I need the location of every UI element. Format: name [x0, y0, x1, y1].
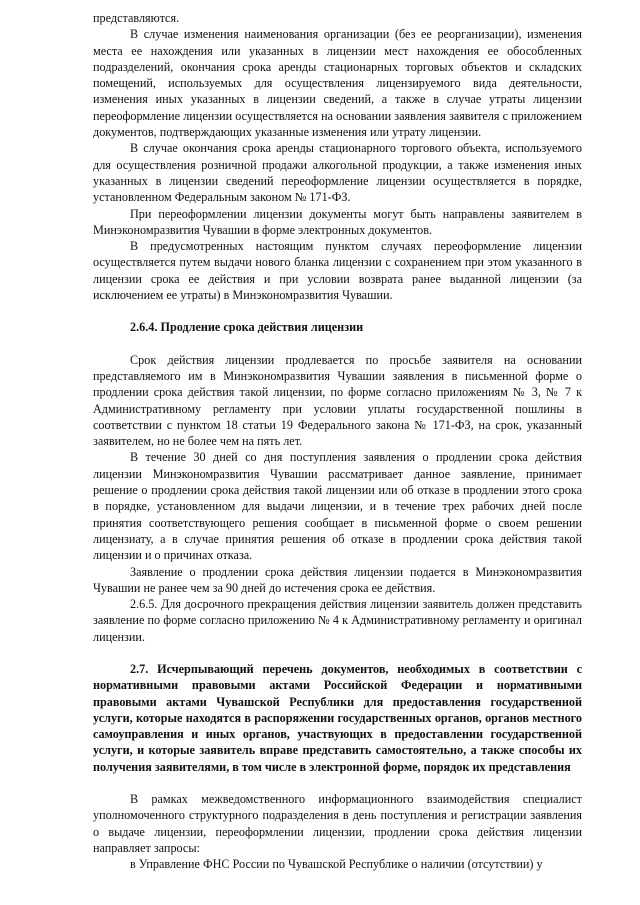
section-heading-2-7: 2.7. Исчерпывающий перечень документов, необходимых в соответствии с нормативными правовыми актами Российской Федерации и нормативными правовыми актами Чувашской Республики для предоставления государственной услуги, которые находятся в распоряжении государственных органов, органов местного самоуправления и иных органов, участвующих в предоставлении государственной услуги, и которые заявитель вправе представить самостоятельно, а также способы их получения заявителями, в том числе в электронной форме, порядок их представления: [93, 661, 582, 774]
paragraph-extension-deadline: Заявление о продлении срока действия лицензии подается в Минэкономразвития Чувашии не ранее чем за 90 дней до истечения срока ее действия.: [93, 564, 582, 595]
paragraph-extension-review: В течение 30 дней со дня поступления заявления о продлении срока действия лицензии Минэкономразвития Чувашии рассматривает данное заявление, принимает решение о продлении срока действия такой лицензии или об отказе в продлении этого срока в порядке, установленном для выдачи лицензии, и в течение трех рабочих дней после принятия соответствующего решения сообщает в письменной форме о своем решении лицензиату, а в случае принятия решения об отказе в продлении срока действия такой лицензии и о причинах отказа.: [93, 450, 582, 563]
paragraph-new-form: В предусмотренных настоящим пунктом случаях переоформление лицензии осуществляется путем выдачи нового бланка лицензии с сохранением при этом указанного в лицензии срока ее действия и при условии возврата ранее выданной лицензии (за исключением ее утраты) в Минэкономразвития Чувашии.: [93, 239, 582, 303]
paragraph-early-termination: 2.6.5. Для досрочного прекращения действия лицензии заявитель должен представить заявление по форме согласно приложению № 4 к Административному регламенту и оригинал лицензии.: [93, 597, 582, 644]
paragraph-fns-request: в Управление ФНС России по Чувашской Республике о наличии (отсутствии) у: [130, 857, 543, 872]
section-heading-2-6-4: 2.6.4. Продление срока действия лицензии: [130, 320, 364, 335]
paragraph-extension-term: Срок действия лицензии продлевается по просьбе заявителя на основании представляемого им в Минэкономразвития Чувашии заявления в письменной форме о продлении срока действия такой лицензии, по форме согласно приложениям № 3, № 7 к Административному регламенту при условии уплаты государственной пошлины в соответствии с пунктом 18 статьи 19 Федерального закона № 171-ФЗ, на срок, указанный заявителем, но не более чем на пять лет.: [93, 352, 582, 449]
paragraph-lease-end: В случае окончания срока аренды стационарного торгового объекта, используемого для осуществления розничной продажи алкогольной продукции, а также изменения иных указанных в лицензии сведений переоформление лицензии осуществляется в порядке, установленном Федеральным законом № 171-ФЗ.: [93, 141, 582, 205]
paragraph-interagency-requests: В рамках межведомственного информационного взаимодействия специалист уполномоченного структурного подразделения в день поступления и регистрации заявления о выдаче лицензии, переоформлении лицензии, продлении срока действия лицензии направляет запросы:: [93, 792, 582, 855]
paragraph-continuation: представляются.: [93, 11, 180, 25]
paragraph-rename-reissue: В случае изменения наименования организации (без ее реорганизации), изменения места ее нахождения или указанных в лицензии мест нахождения ее обособленных подразделений, окончания срока аренды стационарных торговых объектов и складских помещений, используемых для осуществления лицензируемого вида деятельности, изменения иных указанных в лицензии сведений, а также в случае утраты лицензии переоформление лицензии осуществляется на основании заявления заявителя с приложением документов, подтверждающих указанные изменения или утрату лицензии.: [93, 27, 582, 140]
document-page: [93, 10, 582, 873]
paragraph-electronic-docs: При переоформлении лицензии документы могут быть направлены заявителем в Минэкономразвития Чувашии в форме электронных документов.: [93, 206, 582, 237]
